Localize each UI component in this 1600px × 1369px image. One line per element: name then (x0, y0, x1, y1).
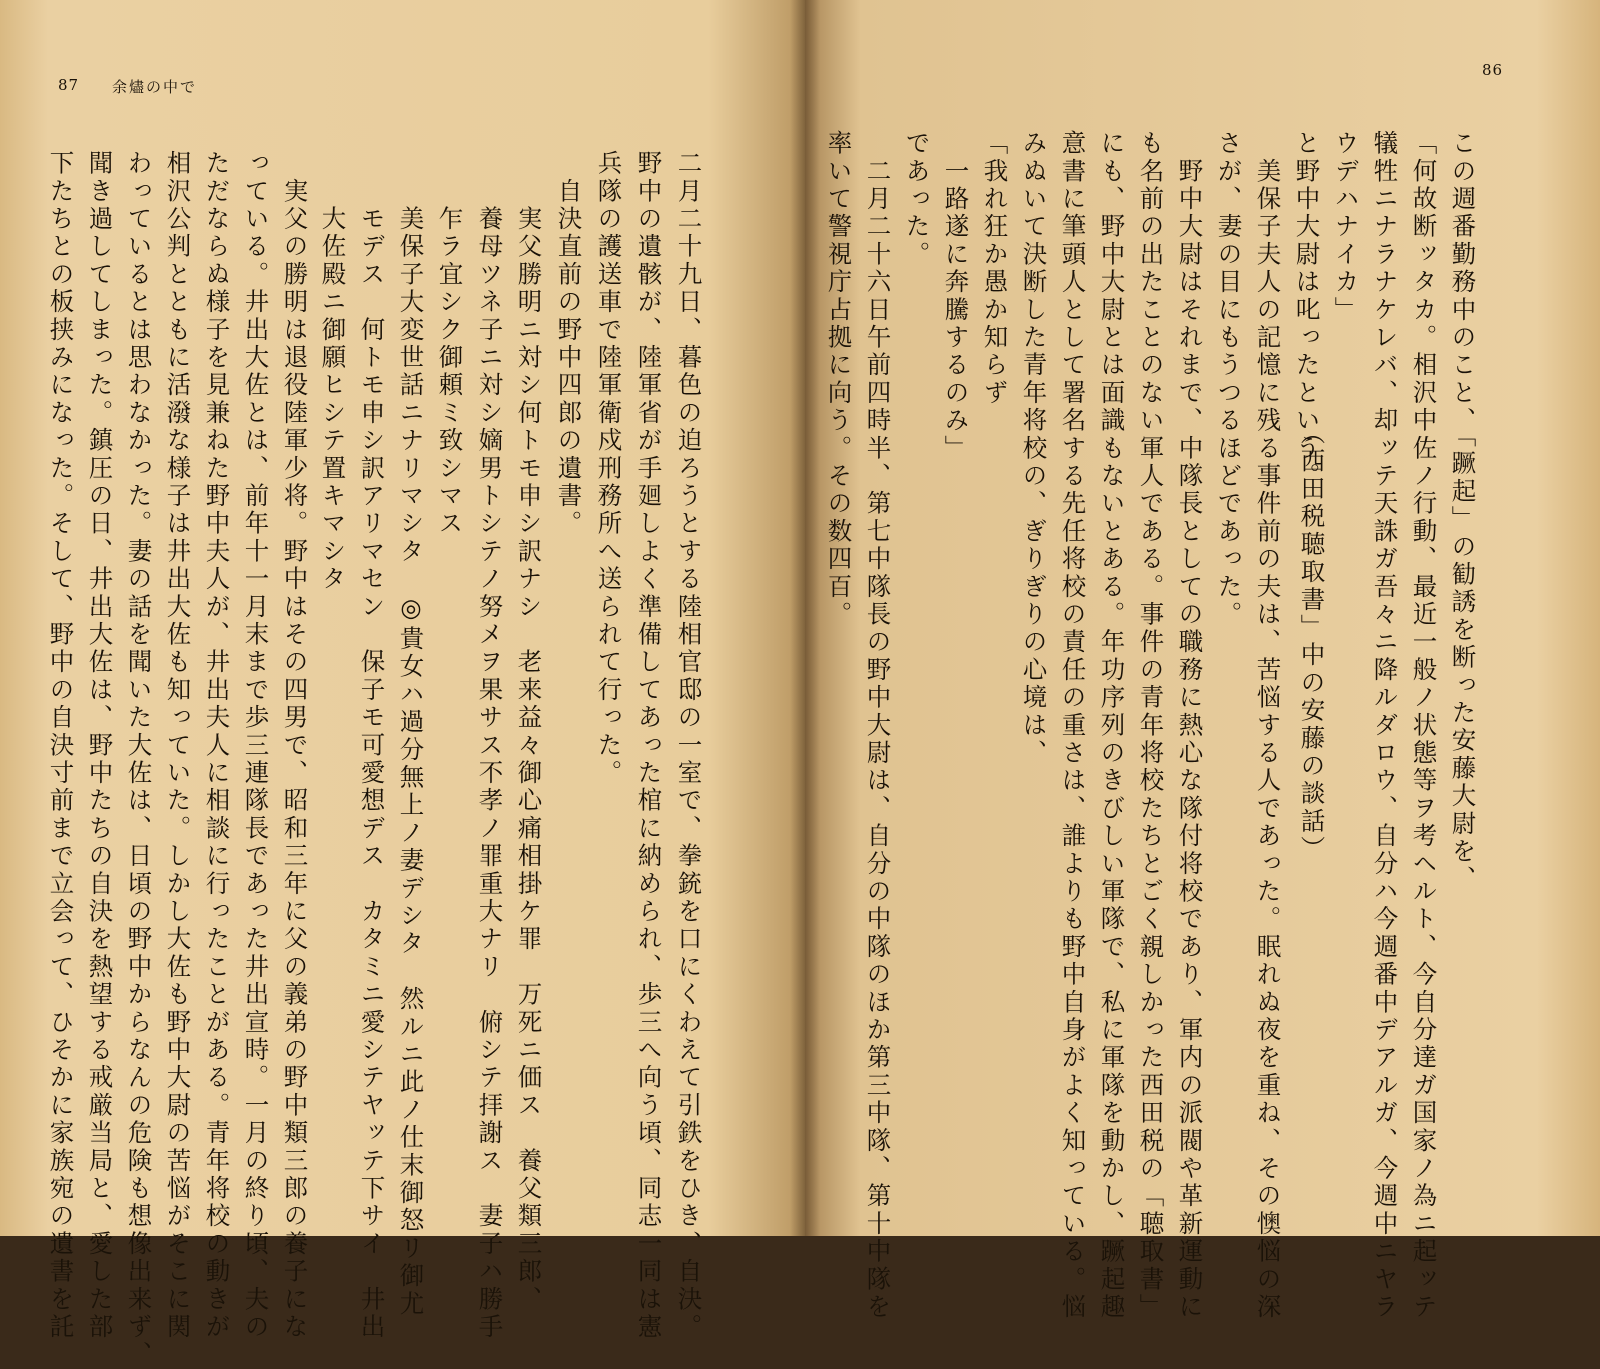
text-column: っている。井出大佐とは、前年十一月末まで歩三連隊長であった井出宣時。一月の終り頃、夫の (241, 150, 271, 1342)
right-page-number: 86 (1482, 61, 1504, 79)
text-column: みぬいて決断した青年将校の、ぎりぎりの心境は、 (1019, 130, 1049, 768)
text-column: 実父の勝明は退役陸軍少将。野中はその四男で、昭和三年に父の義弟の野中類三郎の養子にな (280, 150, 310, 1342)
left-page-number: 87 (58, 76, 80, 94)
text-column: 野中の遺骸が、陸軍省が手廻しよく準備してあった棺に納められ、歩三へ向う頃、同志一同は憲 (634, 150, 664, 1342)
right-page (805, 0, 1600, 1322)
testament-column: 美保子大変世話ニナリマシタ ◎貴女ハ過分無上ノ妻デシタ 然ルニ此ノ仕末御怒リ御尤 (396, 150, 426, 1318)
text-column: この週番勤務中のこと、「蹶起」の勧誘を断った安藤大尉を、 (1448, 130, 1478, 894)
text-column: 兵隊の護送車で陸軍衛戍刑務所へ送られて行った。 (594, 150, 624, 788)
testament-column: 実父勝明ニ対シ何トモ申シ訳ナシ 老来益々御心痛相掛ケ罪 万死ニ価ス 養父類三郎、 (514, 150, 544, 1314)
text-column: 下たちとの板挟みになった。そして、野中の自決寸前まで立会って、ひそかに家族宛の遺書を託 (46, 150, 76, 1342)
quote-column: ウデハナイカ」 (1331, 130, 1361, 324)
text-column: 野中大尉はそれまで、中隊長としての職務に熱心な隊付将校であり、軍内の派閥や革新運動に (1175, 130, 1205, 1322)
testament-column: 乍ラ宜シク御頼ミ致シマス (435, 150, 465, 538)
text-column: 自決直前の野中四郎の遺書。 (554, 150, 584, 538)
text-column: と野中大尉は叱ったという。 (1292, 130, 1322, 491)
running-head: 余燼の中で (112, 78, 198, 96)
source-note: （西田税聴取書」中の安藤の談話） (1297, 420, 1327, 864)
text-column: 二月二十六日午前四時半、第七中隊長の野中大尉は、自分の中隊のほか第三中隊、第十中隊を (863, 130, 893, 1322)
poem-column: 一路遂に奔騰するのみ」 (941, 130, 971, 463)
text-column: 意書に筆頭人として署名する先任将校の責任の重さは、誰よりも野中自身がよく知っている。悩 (1058, 130, 1088, 1322)
testament-column: 養母ツネ子ニ対シ嫡男トシテノ努メヲ果サス不孝ノ罪重大ナリ 俯シテ拝謝ス 妻子ハ勝手 (475, 150, 505, 1342)
text-column: 率いて警視庁占拠に向う。その数四百。 (824, 130, 854, 629)
text-column: も名前の出たことのない軍人である。事件の青年将校たちとごく親しかった西田税の「聴取書」 (1136, 130, 1166, 1322)
text-column: わっているとは思わなかった。妻の話を聞いた大佐は、日頃の野中からなんの危険も想像出来ず、 (124, 150, 154, 1369)
text-column: ただならぬ様子を見兼ねた野中夫人が、井出夫人に相談に行ったことがある。青年将校の動きが (202, 150, 232, 1342)
poem-column: 「我れ狂か愚か知らず (980, 130, 1010, 407)
quote-column: 犠牲ニナラナケレバ、却ッテ天誅ガ吾々ニ降ルダロウ、自分ハ今週番中デアルガ、今週中ニヤラ (1370, 130, 1400, 1322)
text-column: 相沢公判とともに活潑な様子は井出大佐も知っていた。しかし大佐も野中大尉の苦悩がそこに関 (163, 150, 193, 1342)
text-column: 二月二十九日、暮色の迫ろうとする陸相官邸の一室で、拳銃を口にくわえて引鉄をひき、自決。 (674, 150, 704, 1342)
text-column: さが、妻の目にもうつるほどであった。 (1214, 130, 1244, 629)
book-gutter (790, 0, 820, 1236)
text-column: にも、野中大尉とは面識もないとある。年功序列のきびしい軍隊で、私に軍隊を動かし、蹶起趣 (1097, 130, 1127, 1322)
text-column: 美保子夫人の記憶に残る事件前の夫は、苦悩する人であった。眠れぬ夜を重ね、その懊悩の深 (1253, 130, 1283, 1322)
text-column: 聞き過してしまった。鎮圧の日、井出大佐は、野中たちの自決を熱望する戒厳当局と、愛した部 (85, 150, 115, 1342)
text-column: であった。 (902, 130, 932, 269)
testament-column: 大佐殿ニ御願ヒシテ置キマシタ (318, 150, 348, 594)
testament-column: モデス 何トモ申シ訳アリマセン 保子モ可愛想デス カタミニ愛シテヤッテ下サイ 井出 (357, 150, 387, 1342)
quote-column: 「何故断ッタカ。相沢中佐ノ行動、最近一般ノ状態等ヲ考ヘルト、今自分達ガ国家ノ為ニ起ッテ (1409, 130, 1439, 1322)
